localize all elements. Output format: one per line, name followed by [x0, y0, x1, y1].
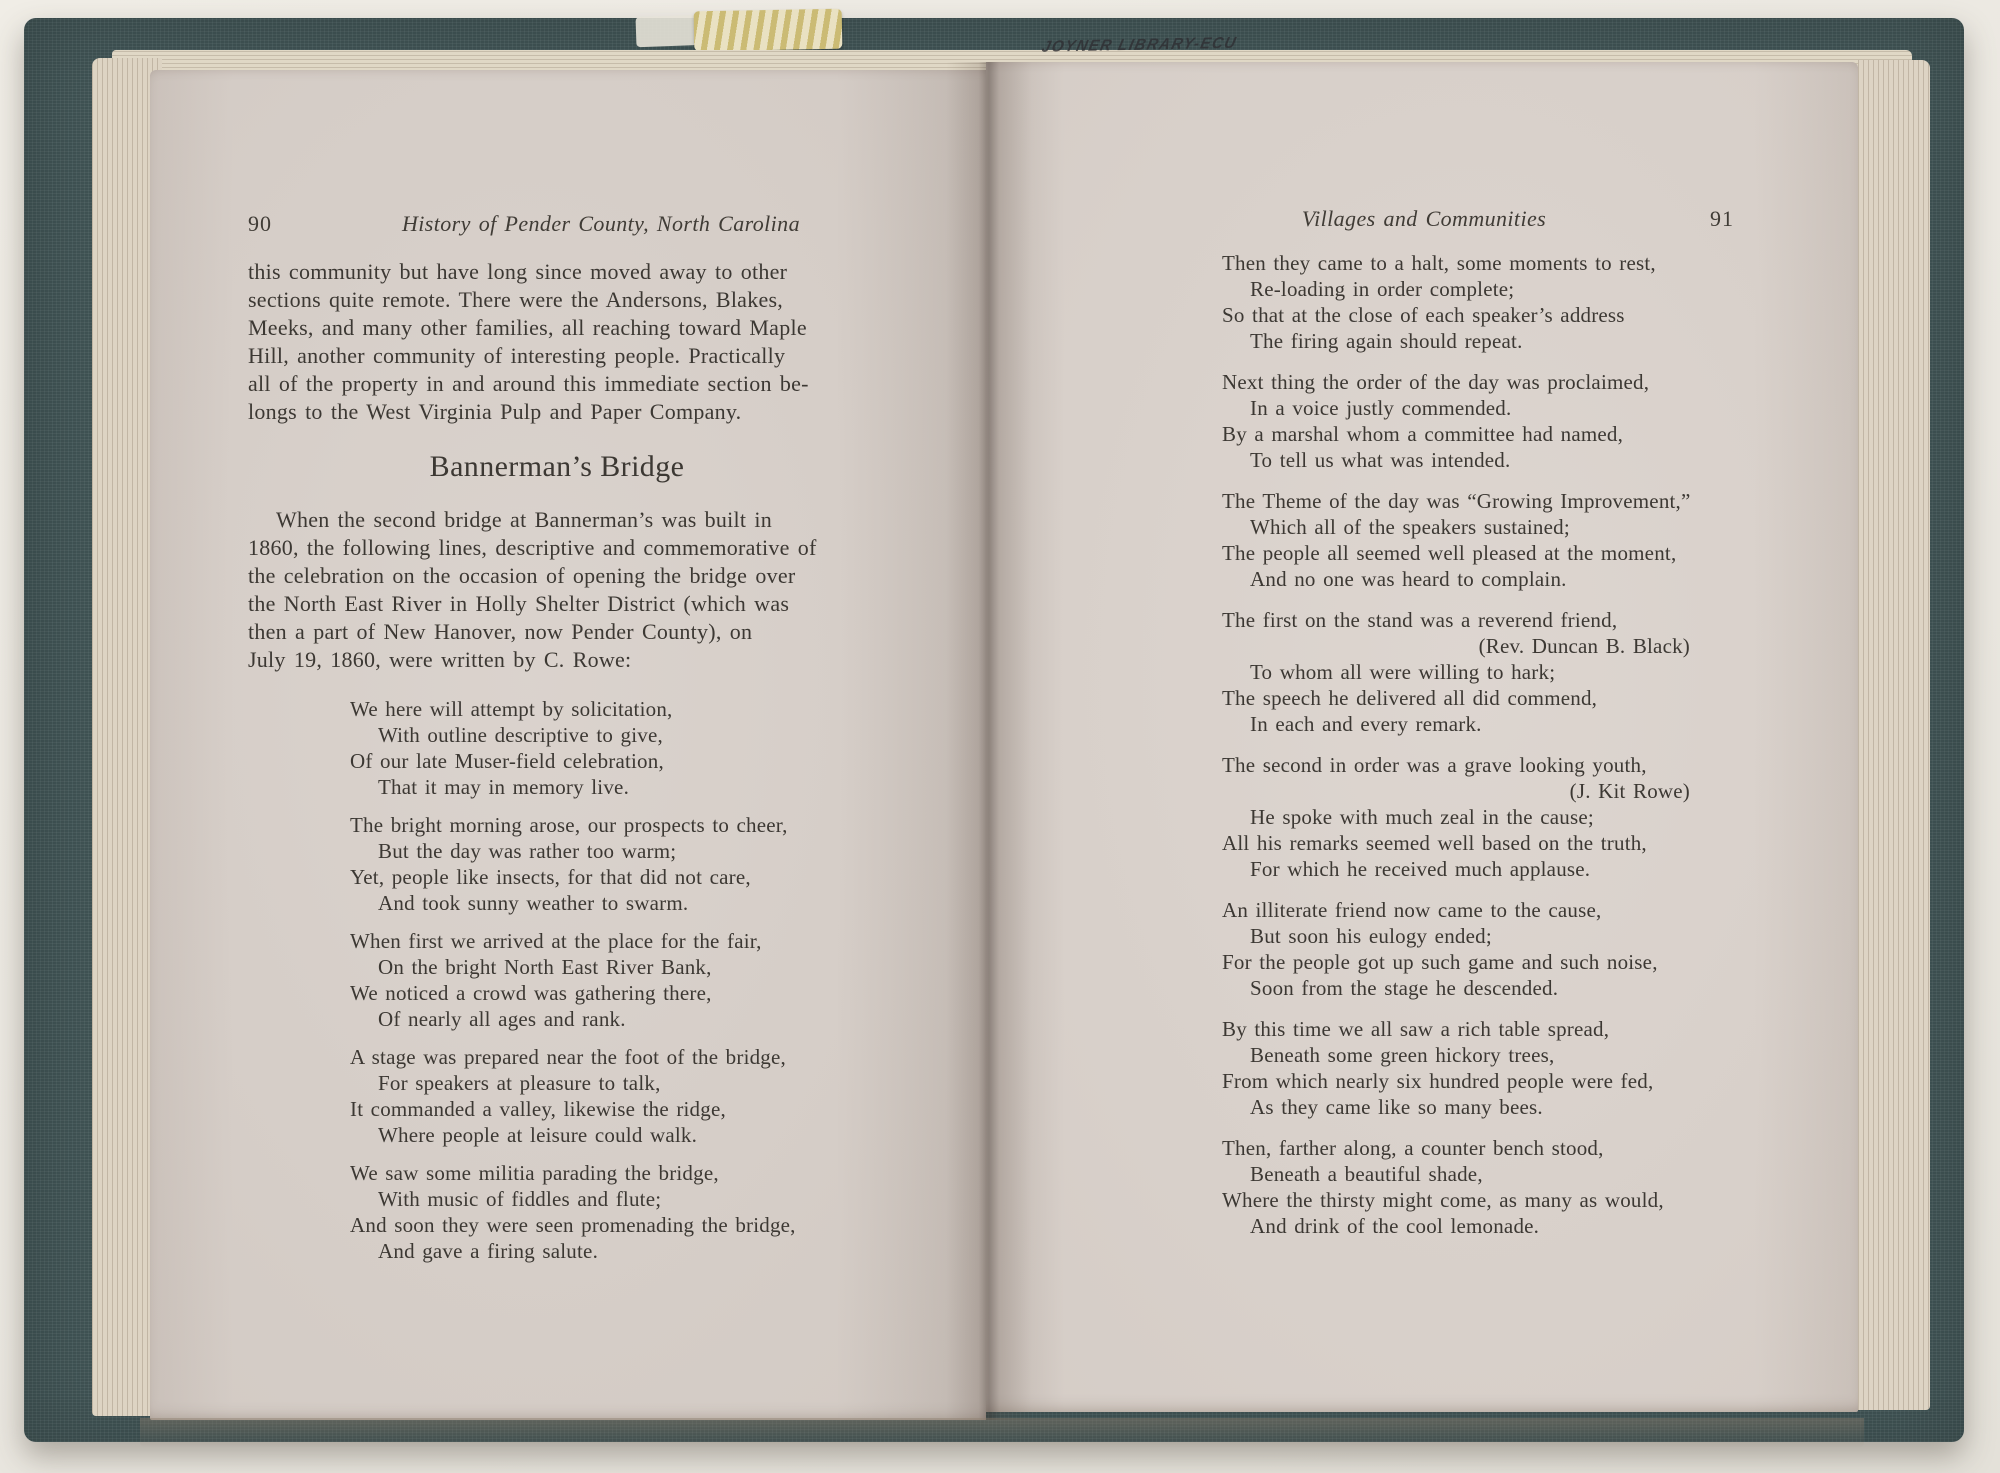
stanza	[1222, 1016, 1770, 1120]
poem-line: An illiterate friend now came to the cause,	[1222, 898, 1602, 922]
stanza	[1222, 752, 1770, 882]
stanza	[1222, 1135, 1770, 1239]
body-line: Meeks, and many other families, all reaching toward Maple	[248, 315, 807, 340]
poem-line: Where people at leisure could walk.	[378, 1123, 698, 1147]
stanza	[1222, 369, 1770, 473]
poem-line: And no one was heard to complain.	[1250, 567, 1567, 591]
stanza	[350, 1044, 866, 1148]
left-page-content	[248, 210, 866, 1276]
body-line: all of the property in and around this immediate section be-	[248, 371, 809, 396]
poem-line: Which all of the speakers sustained;	[1250, 515, 1570, 539]
poem-line: For which he received much applause.	[1250, 857, 1591, 881]
body-line: 1860, the following lines, descriptive and commemorative of	[248, 535, 817, 560]
poem-line: The second in order was a grave looking youth,	[1222, 753, 1647, 777]
poem-line: So that at the close of each speaker’s address	[1222, 303, 1625, 327]
stanza	[1222, 250, 1770, 354]
running-head-left	[248, 210, 866, 238]
edge-stamp: JOYNER LIBRARY-ECU	[1039, 33, 1239, 56]
poem-line: But soon his eulogy ended;	[1250, 924, 1492, 948]
poem-line: Next thing the order of the day was proclaimed,	[1222, 370, 1650, 394]
poem-line: (Rev. Duncan B. Black)	[1478, 634, 1690, 658]
running-header-title-left: History of Pender County, North Carolina	[402, 211, 800, 236]
poem-line: From which nearly six hundred people were fed,	[1222, 1069, 1654, 1093]
poem-line: Then they came to a halt, some moments to rest,	[1222, 251, 1656, 275]
stanza	[1222, 488, 1770, 592]
poem-line: A stage was prepared near the foot of the bridge,	[350, 1045, 786, 1069]
body-line: the celebration on the occasion of opening the bridge over	[248, 563, 796, 588]
section-heading: Bannerman’s Bridge	[429, 450, 685, 483]
poem-line: It commanded a valley, likewise the ridge,	[350, 1097, 726, 1121]
poem-line: As they came like so many bees.	[1250, 1095, 1543, 1119]
left-page	[150, 70, 986, 1420]
poem-line: And gave a firing salute.	[378, 1239, 599, 1263]
body-line: the North East River in Holly Shelter District (which was	[248, 591, 790, 616]
poem-line: And took sunny weather to swarm.	[378, 891, 689, 915]
body-line: July 19, 1860, were written by C. Rowe:	[248, 647, 632, 672]
poem-line: The speech he delivered all did commend,	[1222, 686, 1598, 710]
poem-line: We here will attempt by solicitation,	[350, 697, 673, 721]
poem-line: Yet, people like insects, for that did not care,	[350, 865, 751, 889]
poem-line: For the people got up such game and such noise,	[1222, 950, 1658, 974]
poem-line: To whom all were willing to hark;	[1250, 660, 1556, 684]
poem-line: He spoke with much zeal in the cause;	[1250, 805, 1594, 829]
poem-line: Of our late Muser-field celebration,	[350, 749, 664, 773]
poem-line: All his remarks seemed well based on the truth,	[1222, 831, 1647, 855]
stanza	[1222, 607, 1770, 737]
poem-line: Of nearly all ages and rank.	[378, 1007, 626, 1031]
poem-line: When first we arrived at the place for the fair,	[350, 929, 762, 953]
poem-line: To tell us what was intended.	[1250, 448, 1511, 472]
body-line: this community but have long since moved away to other	[248, 259, 788, 284]
poem-left	[350, 696, 866, 1264]
body-line: longs to the West Virginia Pulp and Paper Company.	[248, 399, 742, 424]
poem-line: With outline descriptive to give,	[378, 723, 663, 747]
running-head-right	[1158, 205, 1770, 233]
stanza	[350, 812, 866, 916]
poem-line: Re-loading in order complete;	[1250, 277, 1515, 301]
poem-line: Soon from the stage he descended.	[1250, 976, 1559, 1000]
stanza	[350, 928, 866, 1032]
body-line: When the second bridge at Bannerman’s was built in	[276, 507, 773, 532]
headband	[694, 9, 843, 52]
poem-line: The bright morning arose, our prospects to cheer,	[350, 813, 788, 837]
poem-line: For speakers at pleasure to talk,	[378, 1071, 661, 1095]
paragraph-1	[248, 258, 866, 426]
page-number-right: 91	[1710, 206, 1734, 231]
poem-line: We noticed a crowd was gathering there,	[350, 981, 712, 1005]
poem-line: Then, farther along, a counter bench stood,	[1222, 1136, 1604, 1160]
poem-line: With music of fiddles and flute;	[378, 1187, 662, 1211]
poem-line: Beneath some green hickory trees,	[1250, 1043, 1555, 1067]
poem-line: By this time we all saw a rich table spread,	[1222, 1017, 1610, 1041]
poem-line: The people all seemed well pleased at the moment,	[1222, 541, 1677, 565]
poem-line: We saw some militia parading the bridge,	[350, 1161, 719, 1185]
poem-line: But the day was rather too warm;	[378, 839, 677, 863]
poem-right	[1222, 250, 1770, 1239]
body-line: Hill, another community of interesting people. Practically	[248, 343, 786, 368]
right-page-content	[1158, 205, 1770, 1254]
poem-line: Beneath a beautiful shade,	[1250, 1162, 1483, 1186]
poem-line: In a voice justly commended.	[1250, 396, 1512, 420]
stanza	[350, 696, 866, 800]
poem-line: The first on the stand was a reverend friend,	[1222, 608, 1618, 632]
poem-line: By a marshal whom a committee had named,	[1222, 422, 1624, 446]
poem-line: That it may in memory live.	[378, 775, 630, 799]
text-block-right-edge	[1858, 60, 1930, 1410]
poem-line: (J. Kit Rowe)	[1569, 779, 1690, 803]
body-line: then a part of New Hanover, now Pender County), on	[248, 619, 753, 644]
poem-line: And soon they were seen promenading the bridge,	[350, 1213, 796, 1237]
poem-line: In each and every remark.	[1250, 712, 1482, 736]
poem-line: The Theme of the day was “Growing Improvement,”	[1222, 489, 1691, 513]
running-header-title-right: Villages and Communities	[1301, 206, 1547, 231]
stanza	[1222, 897, 1770, 1001]
poem-line: And drink of the cool lemonade.	[1250, 1214, 1540, 1238]
poem-line: Where the thirsty might come, as many as would,	[1222, 1188, 1664, 1212]
body-line: sections quite remote. There were the Andersons, Blakes,	[248, 287, 784, 312]
stanza	[350, 1160, 866, 1264]
paragraph-2	[248, 506, 866, 674]
poem-line: On the bright North East River Bank,	[378, 955, 712, 979]
right-page	[986, 62, 1858, 1412]
page-number-left: 90	[248, 211, 272, 236]
poem-line: The firing again should repeat.	[1250, 329, 1523, 353]
